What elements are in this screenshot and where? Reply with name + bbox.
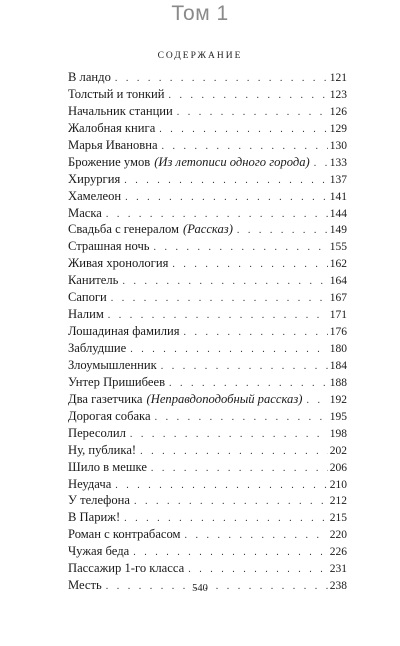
toc-entry-page: 192 <box>329 393 347 406</box>
toc-entry-page: 180 <box>329 343 347 355</box>
toc-entry <box>68 340 347 357</box>
toc-entry-page: 215 <box>329 512 347 525</box>
dot-leader <box>155 410 328 427</box>
toc-entry <box>68 103 347 120</box>
toc-entry-page: 195 <box>329 410 347 423</box>
toc-entry-subtitle: (Рассказ) <box>183 222 233 237</box>
toc-entry <box>68 289 347 306</box>
toc-entry-page: 226 <box>329 546 347 559</box>
toc-entry <box>68 526 347 543</box>
toc-entry-page: 133 <box>329 156 347 169</box>
toc-entry-title: Лошадиная фамилия <box>68 324 180 339</box>
toc-entry <box>68 323 347 340</box>
toc-entry <box>68 357 347 374</box>
dot-leader <box>314 156 328 173</box>
toc-entry-title: Пассажир 1-го класса <box>68 561 185 576</box>
dot-leader <box>124 173 327 190</box>
dot-leader <box>151 461 328 478</box>
toc-entry-page: 130 <box>329 139 347 152</box>
toc-entry-title: Живая хронология <box>68 256 169 271</box>
toc-entry-page: 220 <box>329 529 347 542</box>
dot-leader <box>115 478 327 495</box>
toc-entry-title: У телефона <box>68 493 130 508</box>
toc-entry-page: 167 <box>329 292 347 305</box>
toc-entry <box>68 543 347 560</box>
toc-entry-page: 176 <box>329 326 347 339</box>
toc-entry-subtitle: (Из летописи одного города) <box>154 154 310 169</box>
dot-leader <box>134 494 328 511</box>
toc-entry-page: 155 <box>329 241 347 254</box>
toc-entry <box>68 205 347 222</box>
dot-leader <box>185 528 328 545</box>
toc-entry-title: Месть <box>68 578 102 593</box>
toc-entry-title: Свадьба с генералом <box>68 222 180 237</box>
toc-entry-page: 162 <box>329 258 347 271</box>
toc-entry <box>68 171 347 188</box>
toc-entry-title: Шило в мешке <box>68 459 147 474</box>
toc-entry-title: Два газетчика <box>68 391 143 406</box>
toc-entry <box>68 492 347 509</box>
toc-entry <box>68 476 347 493</box>
dot-leader <box>140 444 328 461</box>
toc-entry <box>68 188 347 205</box>
toc-entry-page: 144 <box>329 207 347 220</box>
toc-entry-title: Чужая беда <box>68 544 130 559</box>
toc-entry-page: 141 <box>329 190 347 203</box>
toc-entry-page: 137 <box>329 173 347 186</box>
toc-entry <box>68 391 347 408</box>
toc-entry-title: Начальник станции <box>68 103 173 118</box>
toc-entry-title: Пересолил <box>68 425 126 440</box>
toc-entry-page: 129 <box>329 122 347 135</box>
toc-entry <box>68 560 347 577</box>
dot-leader <box>111 291 328 308</box>
toc-entry <box>68 425 347 442</box>
toc-entry-page: 121 <box>329 72 347 84</box>
toc-entry <box>68 255 347 272</box>
dot-leader <box>130 427 328 444</box>
toc-entry <box>68 509 347 526</box>
toc-entry-page: 164 <box>329 275 347 288</box>
toc-entry <box>68 154 347 171</box>
contents-heading: СОДЕРЖАНИЕ <box>157 51 243 61</box>
toc-entry <box>68 459 347 476</box>
toc-entry-page: 238 <box>329 580 347 593</box>
dot-leader <box>306 393 327 410</box>
toc-entry <box>68 272 347 289</box>
dot-leader <box>161 359 328 376</box>
toc-entry-title: Ну, публика! <box>68 442 137 457</box>
dot-leader <box>184 325 328 342</box>
toc-entry-page: 171 <box>329 309 347 322</box>
toc-entry-title: Заблудшие <box>68 341 127 355</box>
toc-entry-page: 202 <box>329 444 347 457</box>
toc-entry <box>68 69 347 86</box>
toc-entry-title: Хамелеон <box>68 188 122 203</box>
toc-entry <box>68 442 347 459</box>
dot-leader <box>172 257 327 274</box>
dot-leader <box>154 240 328 257</box>
toc-entry-title: Марья Ивановна <box>68 137 158 152</box>
toc-entry-title: В ландо <box>68 70 111 84</box>
dot-leader <box>159 122 327 139</box>
toc-entry-page: 198 <box>329 427 347 440</box>
toc-entry <box>68 408 347 425</box>
toc-entry-title: Дорогая собака <box>68 408 151 423</box>
toc-entry-page: 123 <box>329 88 347 101</box>
toc-entry-title: Сапоги <box>68 290 107 305</box>
toc-entry-page: 231 <box>329 563 347 576</box>
toc-entry-title: Страшная ночь <box>68 239 150 254</box>
toc-entry-title: Маска <box>68 205 102 220</box>
toc-entry <box>68 137 347 154</box>
toc-entry-page: 210 <box>329 478 347 491</box>
toc-entry-page: 212 <box>329 495 347 508</box>
toc-entry-page: 188 <box>329 376 347 389</box>
toc-entry-page: 206 <box>329 461 347 474</box>
page-number: 540 <box>192 583 208 594</box>
toc-entry <box>68 86 347 103</box>
dot-leader <box>188 562 328 579</box>
toc-entry <box>68 374 347 391</box>
toc-entry-title: Хирургия <box>68 171 121 186</box>
table-of-contents <box>68 69 347 594</box>
dot-leader <box>125 190 328 207</box>
toc-entry <box>68 120 347 137</box>
toc-entry <box>68 221 347 238</box>
dot-leader <box>130 342 328 359</box>
dot-leader <box>237 223 328 240</box>
toc-entry-title: Толстый и тонкий <box>68 86 165 101</box>
toc-entry-title: В Париж! <box>68 510 121 525</box>
toc-entry <box>68 306 347 323</box>
toc-entry-title: Жалобная книга <box>68 120 156 135</box>
toc-entry-title: Злоумышленник <box>68 357 157 372</box>
toc-entry-title: Канитель <box>68 273 119 288</box>
toc-entry-subtitle: (Неправдоподобный рассказ) <box>146 391 303 406</box>
toc-entry-title: Налим <box>68 307 104 322</box>
toc-entry <box>68 238 347 255</box>
dot-leader <box>177 105 328 122</box>
toc-entry-page: 126 <box>329 105 347 118</box>
toc-entry-title: Неудача <box>68 476 112 491</box>
toc-entry-title: Брожение умов <box>68 154 151 169</box>
dot-leader <box>168 88 327 105</box>
toc-entry-page: 184 <box>329 359 347 372</box>
toc-entry-title: Унтер Пришибеев <box>68 374 166 389</box>
toc-entry-page: 149 <box>329 224 347 237</box>
dot-leader <box>122 274 327 291</box>
volume-title: Том 1 <box>171 2 229 25</box>
toc-entry-title: Роман с контрабасом <box>68 527 181 542</box>
